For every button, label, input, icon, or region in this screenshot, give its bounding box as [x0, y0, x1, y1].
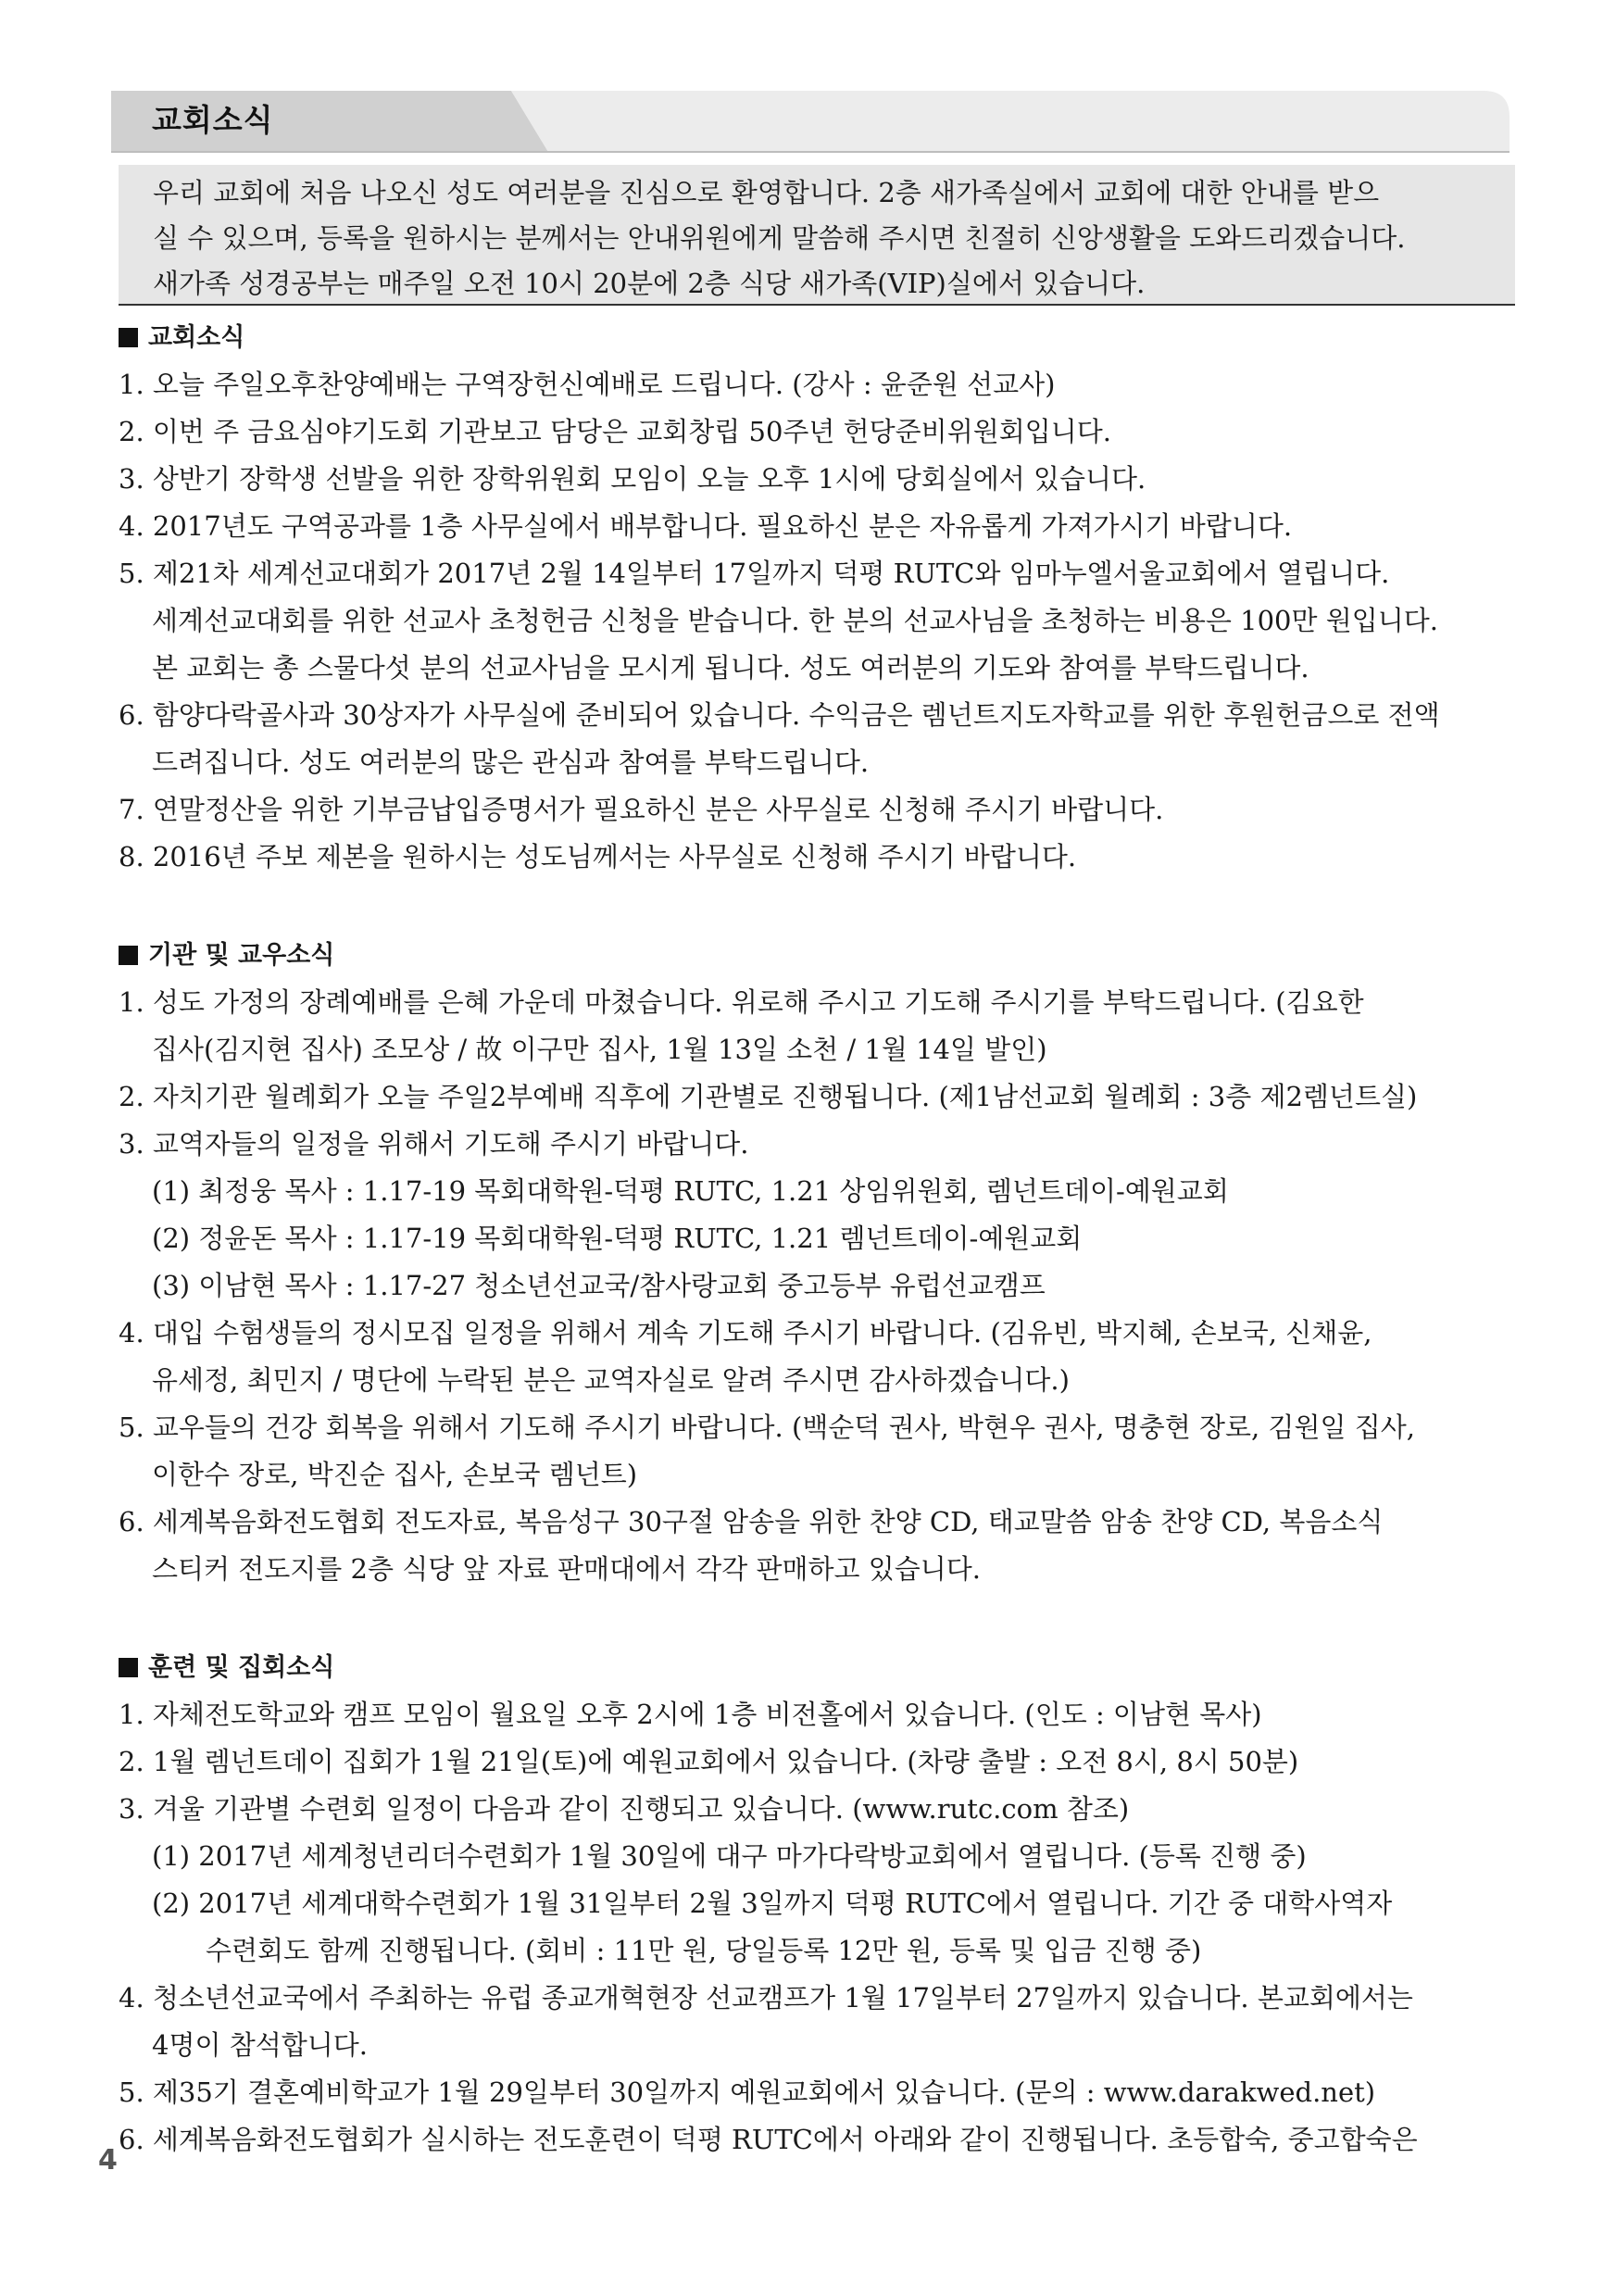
- list-item: 3. 교역자들의 일정을 위해서 기도해 주시기 바랍니다.: [119, 1128, 749, 1160]
- square-bullet-icon: [119, 946, 138, 965]
- list-item: 4. 2017년도 구역공과를 1층 사무실에서 배부합니다. 필요하신 분은 자유롭게 가져가시기 바랍니다.: [119, 510, 1293, 542]
- list-item: 3. 겨울 기관별 수련회 일정이 다음과 같이 진행되고 있습니다. (www.rutc.com 참조): [119, 1793, 1130, 1825]
- section-org-members-news: [119, 933, 1526, 1593]
- list-item: 6. 세계복음화전도협회 전도자료, 복음성구 30구절 암송을 위한 찬양 CD, 태교말씀 암송 찬양 CD, 복음소식: [119, 1506, 1384, 1537]
- section-heading: 기관 및 교우소식: [119, 933, 1526, 979]
- header-tab-shape: [104, 85, 1511, 156]
- square-bullet-icon: [119, 328, 138, 347]
- list-item: 1. 오늘 주일오후찬양예배는 구역장헌신예배로 드립니다. (강사 : 윤준원 선교사): [119, 369, 1056, 400]
- list-item-continuation: 4명이 참석합니다.: [152, 2029, 368, 2061]
- list-item: 5. 제21차 세계선교대회가 2017년 2월 14일부터 17일까지 덕평 RUTC와 임마누엘서울교회에서 열립니다.: [119, 558, 1390, 589]
- sub-list-item: (1) 최정웅 목사 : 1.17-19 목회대학원-덕평 RUTC, 1.21 상임위원회, 렘넌트데이-예원교회: [152, 1175, 1229, 1207]
- list-item-continuation: 유세정, 최민지 / 명단에 누락된 분은 교역자실로 알려 주시면 감사하겠습니다.): [152, 1364, 1070, 1396]
- intro-line: 실 수 있으며, 등록을 원하시는 분께서는 안내위원에게 말씀해 주시면 친절히 신앙생활을 도와드리겠습니다.: [153, 222, 1406, 254]
- section-heading: 훈련 및 집회소식: [119, 1645, 1526, 1691]
- list-item: 2. 자치기관 월례회가 오늘 주일2부예배 직후에 기관별로 진행됩니다. (제1남선교회 월례회 : 3층 제2렘넌트실): [119, 1081, 1418, 1112]
- section-header: [104, 85, 1511, 156]
- list-item-continuation: 스티커 전도지를 2층 식당 앞 자료 판매대에서 각각 판매하고 있습니다.: [152, 1553, 982, 1585]
- page-title: 교회소식: [152, 102, 274, 138]
- sub-list-item: (2) 정윤돈 목사 : 1.17-19 목회대학원-덕평 RUTC, 1.21 렘넌트데이-예원교회: [152, 1223, 1083, 1254]
- list-item: 1. 성도 가정의 장례예배를 은혜 가운데 마쳤습니다. 위로해 주시고 기도해 주시기를 부탁드립니다. (김요한: [119, 986, 1364, 1018]
- list-item: 6. 세계복음화전도협회가 실시하는 전도훈련이 덕평 RUTC에서 아래와 같이 진행됩니다. 초등합숙, 중고합숙은: [119, 2124, 1418, 2155]
- list-item: 7. 연말정산을 위한 기부금납입증명서가 필요하신 분은 사무실로 신청해 주시기 바랍니다.: [119, 794, 1164, 825]
- sub-list-item: (2) 2017년 세계대학수련회가 1월 31일부터 2월 3일까지 덕평 RUTC에서 열립니다. 기간 중 대학사역자: [152, 1888, 1393, 1919]
- intro-line: 우리 교회에 처음 나오신 성도 여러분을 진심으로 환영합니다. 2층 새가족실에서 교회에 대한 안내를 받으: [153, 177, 1380, 208]
- square-bullet-icon: [119, 1658, 138, 1677]
- list-item-continuation: 집사(김지현 집사) 조모상 / 故 이구만 집사, 1월 13일 소천 / 1월 14일 발인): [152, 1034, 1047, 1065]
- list-item: 4. 대입 수험생들의 정시모집 일정을 위해서 계속 기도해 주시기 바랍니다. (김유빈, 박지혜, 손보국, 신채윤,: [119, 1317, 1372, 1349]
- list-item: 5. 제35기 결혼예비학교가 1월 29일부터 30일까지 예원교회에서 있습니다. (문의 : www.darakwed.net): [119, 2076, 1376, 2108]
- list-item: 6. 함양다락골사과 30상자가 사무실에 준비되어 있습니다. 수익금은 렘넌트지도자학교를 위한 후원헌금으로 전액: [119, 699, 1440, 731]
- list-item-continuation: 드려집니다. 성도 여러분의 많은 관심과 참여를 부탁드립니다.: [152, 747, 870, 778]
- page-number: 4: [98, 2144, 118, 2177]
- list-item-continuation: 세계선교대회를 위한 선교사 초청헌금 신청을 받습니다. 한 분의 선교사님을 초청하는 비용은 100만 원입니다.: [152, 605, 1439, 636]
- section-church-news: [119, 315, 1526, 881]
- list-item-continuation: 본 교회는 총 스물다섯 분의 선교사님을 모시게 됩니다. 성도 여러분의 기도와 참여를 부탁드립니다.: [152, 652, 1309, 684]
- intro-box: [119, 165, 1515, 306]
- list-item: 8. 2016년 주보 제본을 원하시는 성도님께서는 사무실로 신청해 주시기 바랍니다.: [119, 841, 1077, 872]
- sub-list-item-continuation: 수련회도 함께 진행됩니다. (회비 : 11만 원, 당일등록 12만 원, 등록 및 입금 진행 중): [206, 1935, 1202, 1966]
- section-heading: 교회소식: [119, 315, 1526, 361]
- list-item: 4. 청소년선교국에서 주최하는 유럽 종교개혁현장 선교캠프가 1월 17일부터 27일까지 있습니다. 본교회에서는: [119, 1982, 1413, 2014]
- list-item: 5. 교우들의 건강 회복을 위해서 기도해 주시기 바랍니다. (백순덕 권사, 박현우 권사, 명충현 장로, 김원일 집사,: [119, 1411, 1415, 1443]
- list-item-continuation: 이한수 장로, 박진순 집사, 손보국 렘넌트): [152, 1459, 638, 1490]
- intro-line: 새가족 성경공부는 매주일 오전 10시 20분에 2층 식당 새가족(VIP)실에서 있습니다.: [153, 268, 1146, 299]
- list-item: 3. 상반기 장학생 선발을 위한 장학위원회 모임이 오늘 오후 1시에 당회실에서 있습니다.: [119, 463, 1146, 495]
- sub-list-item: (1) 2017년 세계청년리더수련회가 1월 30일에 대구 마가다락방교회에서 열립니다. (등록 진행 중): [152, 1840, 1307, 1872]
- sub-list-item: (3) 이남현 목사 : 1.17-27 청소년선교국/참사랑교회 중고등부 유럽선교캠프: [152, 1270, 1046, 1301]
- list-item: 2. 1월 렘넌트데이 집회가 1월 21일(토)에 예원교회에서 있습니다. (차량 출발 : 오전 8시, 8시 50분): [119, 1746, 1299, 1777]
- list-item: 1. 자체전도학교와 캠프 모임이 월요일 오후 2시에 1층 비전홀에서 있습니다. (인도 : 이남현 목사): [119, 1699, 1262, 1730]
- section-training-meetings: [119, 1645, 1526, 2164]
- list-item: 2. 이번 주 금요심야기도회 기관보고 담당은 교회창립 50주년 헌당준비위원회입니다.: [119, 416, 1111, 447]
